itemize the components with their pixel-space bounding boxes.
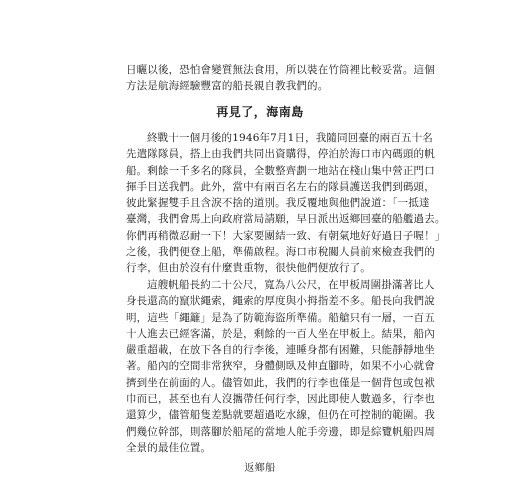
section-heading: 再見了，海南島 <box>216 105 304 119</box>
text-line: 船。剩餘一千多名的隊員，全數整齊劃一地站在棧山集中營正門口 <box>126 164 435 177</box>
text-line: 終戰十一個月後的1946年7月1日，我隨同回臺的兩百五十名 <box>147 132 433 144</box>
text-line: 著。船內的空間非常狹窄，身體側臥及伸直腳時，如果不小心就會 <box>126 360 435 373</box>
text-line: 還算少，儘管船隻差點就要超過吃水線，但仍在可控制的範圍。我 <box>126 409 435 422</box>
text-line: 彼此緊握雙手且含淚不捨的道別。我反覆地與他們說道：「一抵達 <box>126 197 430 210</box>
paragraph-departure <box>126 130 446 277</box>
text-line: 嚴重超載，在放下各自的行李後，連睡身都有困難，只能靜靜地坐 <box>126 344 435 357</box>
text-line: 十人進去已經客滿，於是，剩餘的一百人坐在甲板上。結果，船內 <box>126 327 435 340</box>
text-line: 方法是航海經驗豐富的船長親自教我們的。 <box>126 80 329 93</box>
paragraph-ship-description <box>126 277 435 456</box>
page-footer: 返鄉船 <box>244 463 276 474</box>
text-line: 全景的最佳位置。 <box>126 441 212 454</box>
text-line: 行李，但由於沒有什麼貴重物，很快他們便放行了。 <box>126 262 371 275</box>
text-line: 這艘帆船長約二十公尺，寬為八公尺，在甲板周圍掛滿著比人 <box>147 279 435 291</box>
text-line: 日曬以後，恐怕會變質無法食用，所以裝在竹筒裡比較妥當。這個 <box>126 64 435 76</box>
text-line: 身長還高的竄狀繩索，繩索的厚度與小拇指差不多。船長向我們說 <box>126 295 435 308</box>
text-line: 擠到坐在前面的人。儘管如此，我們的行李也僅是一個背包或包袱 <box>126 376 435 389</box>
text-line: 揮手目送我們。此外，當中有兩百名左右的隊員護送我們到碼頭， <box>126 180 435 193</box>
paragraph-intro <box>126 62 435 95</box>
text-line: 之後，我們便登上船，準備啟程。海口市稅關人員前來檢查我們的 <box>126 246 435 259</box>
text-line: 先遣隊隊員，搭上由我們共同出資購得，停泊於海口市內碼頭的帆 <box>126 148 435 161</box>
text-line: 臺灣，我們會馬上向政府當局請願，早日派出返鄉回臺的船艦過去。 <box>126 213 446 226</box>
text-line: 巾而已，甚至也有人沒攜帶任何行李，因此即使人數過多，行李也 <box>126 393 435 406</box>
text-line: 明，這些「繩籬」是為了防範海盜所準備。船艙只有一層，一百五 <box>126 311 435 324</box>
text-line: 們幾位幹部，則落腳於船尾的當地人舵手旁邊，即是綜覽帆船四周 <box>126 425 435 438</box>
text-line: 你們再稍微忍耐一下！大家要團結一致、有朝氣地好好過日子喔！」 <box>126 229 446 242</box>
